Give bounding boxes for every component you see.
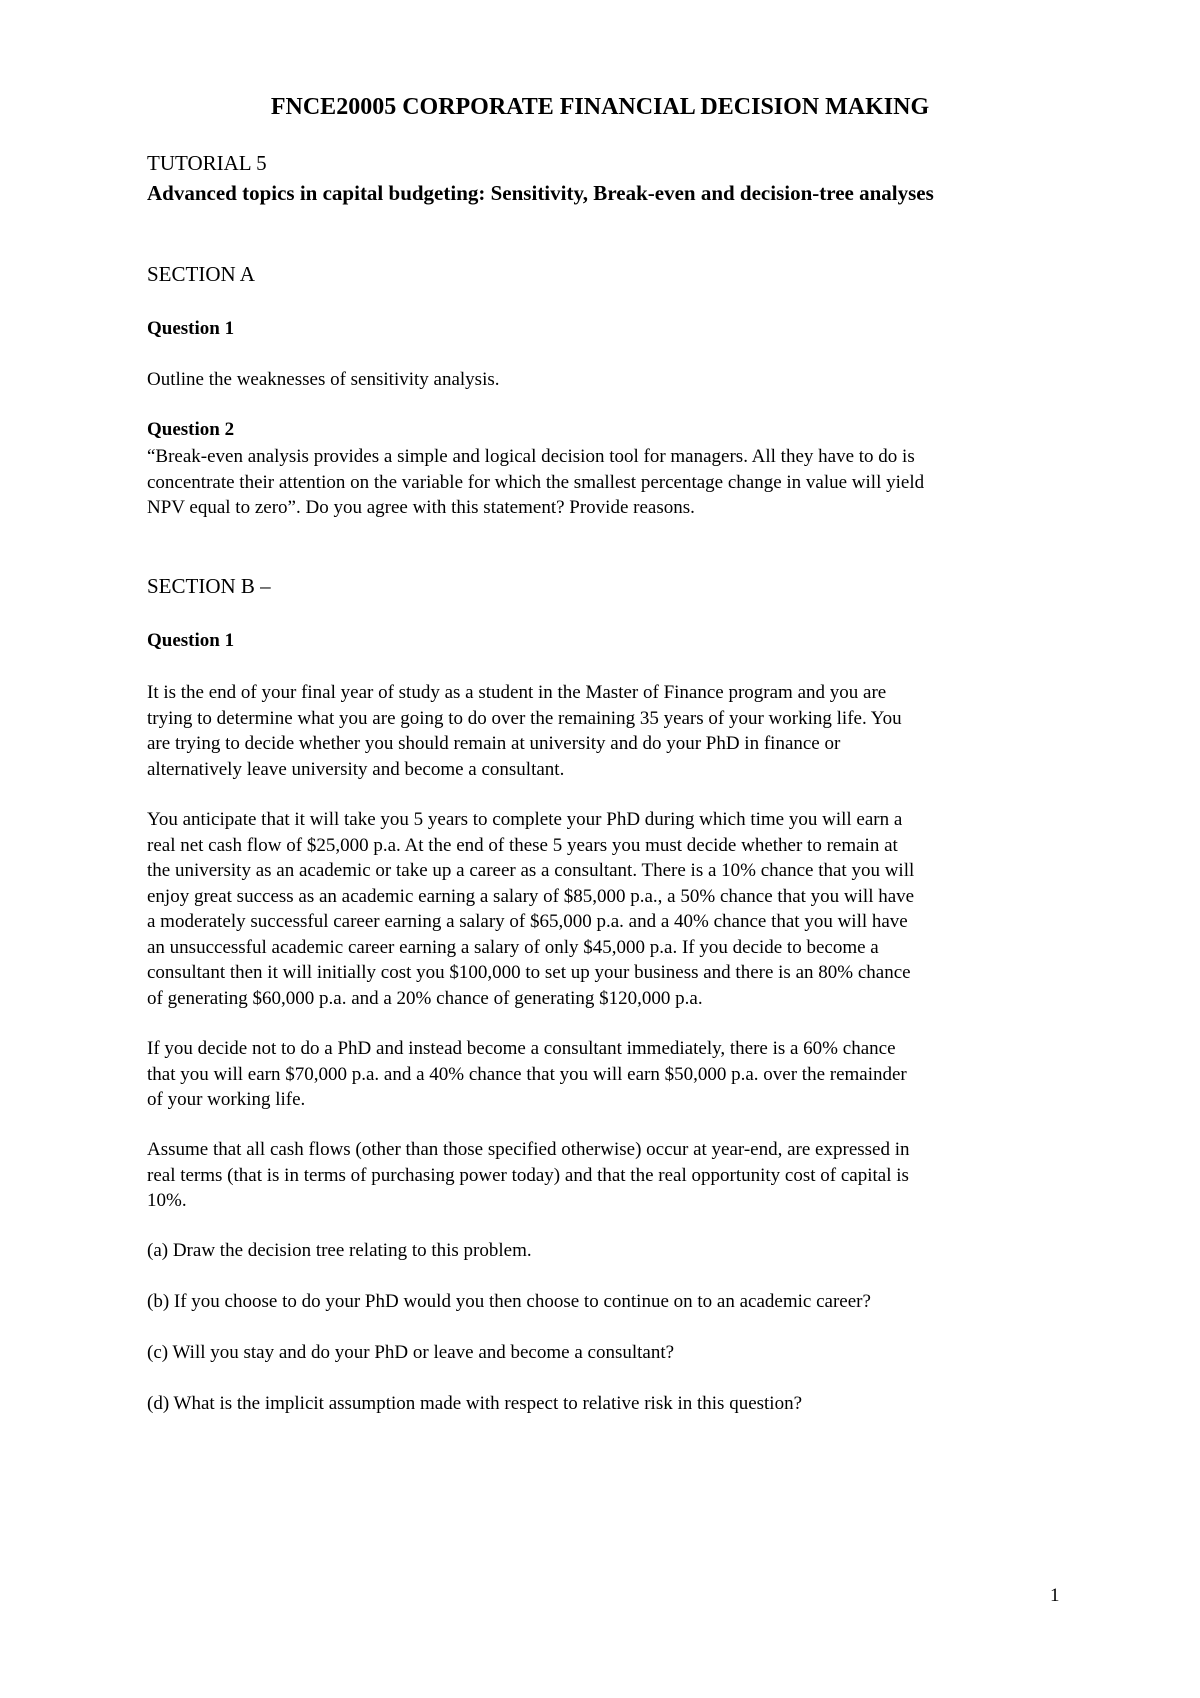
section-b-question-1-label: Question 1 (147, 630, 235, 651)
page-title: FNCE20005 CORPORATE FINANCIAL DECISION MAKING (270, 94, 930, 120)
question-part-b: (b) If you choose to do your PhD would you then choose to continue on to an academic career? (147, 1291, 871, 1312)
text-line: a moderately successful career earning a salary of $65,000 p.a. and a 40% chance that you will have (147, 911, 908, 932)
question-part-c: (c) Will you stay and do your PhD or leave and become a consultant? (147, 1342, 675, 1363)
text-line: trying to determine what you are going to do over the remaining 35 years of your working life. You (147, 707, 902, 729)
text-line: 10%. (147, 1190, 187, 1211)
page-number: 1 (1050, 1585, 1060, 1606)
text-line: consultant then it will initially cost you $100,000 to set up your business and there is an 80% chance (147, 962, 911, 983)
text-line: that you will earn $70,000 p.a. and a 40% chance that you will earn $50,000 p.a. over the remainder (147, 1063, 907, 1085)
text-line: concentrate their attention on the variable for which the smallest percentage change in value will yield (147, 471, 925, 493)
text-line: NPV equal to zero”. Do you agree with this statement? Provide reasons. (147, 497, 695, 518)
text-line: It is the end of your final year of study as a student in the Master of Finance program and you are (147, 682, 887, 703)
section-b-heading: SECTION B – (147, 574, 271, 598)
question-part-a: (a) Draw the decision tree relating to this problem. (147, 1240, 532, 1261)
question-part-d: (d) What is the implicit assumption made with respect to relative risk in this question? (147, 1393, 803, 1414)
section-a-heading: SECTION A (147, 262, 255, 286)
text-line: real terms (that is in terms of purchasing power today) and that the real opportunity cost of capital is (147, 1164, 909, 1186)
tutorial-subtitle: Advanced topics in capital budgeting: Sensitivity, Break-even and decision-tree analyses (147, 181, 934, 205)
section-b-paragraph-1 (147, 680, 902, 782)
text-line: real net cash flow of $25,000 p.a. At the end of these 5 years you must decide whether to remain at (147, 834, 898, 856)
text-line: an unsuccessful academic career earning a salary of only $45,000 p.a. If you decide to become a (147, 936, 879, 958)
text-line: the university as an academic or take up a career as a consultant. There is a 10% chance that you will (147, 860, 915, 881)
tutorial-label: TUTORIAL 5 (147, 151, 267, 175)
text-line: “Break-even analysis provides a simple and logical decision tool for managers. All they have to do is (147, 446, 915, 467)
section-b-paragraph-4 (147, 1137, 910, 1214)
text-line: If you decide not to do a PhD and instead become a consultant immediately, there is a 60% chance (147, 1038, 896, 1059)
section-a-question-2-label: Question 2 (147, 419, 235, 440)
text-line: of generating $60,000 p.a. and a 20% chance of generating $120,000 p.a. (147, 987, 703, 1009)
text-line: are trying to decide whether you should remain at university and do your PhD in finance or (147, 733, 841, 754)
section-a-question-2-text (147, 444, 924, 521)
text-line: You anticipate that it will take you 5 years to complete your PhD during which time you will earn a (147, 809, 903, 830)
section-a-question-1-label: Question 1 (147, 318, 235, 339)
text-line: alternatively leave university and become a consultant. (147, 758, 565, 780)
section-b-paragraph-2 (147, 807, 914, 1011)
text-line: Assume that all cash flows (other than those specified otherwise) occur at year-end, are expressed in (147, 1139, 910, 1160)
section-a-question-1-text: Outline the weaknesses of sensitivity analysis. (147, 369, 500, 390)
text-line: of your working life. (147, 1089, 306, 1110)
section-b-paragraph-3 (147, 1036, 907, 1113)
text-line: enjoy great success as an academic earning a salary of $85,000 p.a., a 50% chance that you will have (147, 885, 915, 907)
